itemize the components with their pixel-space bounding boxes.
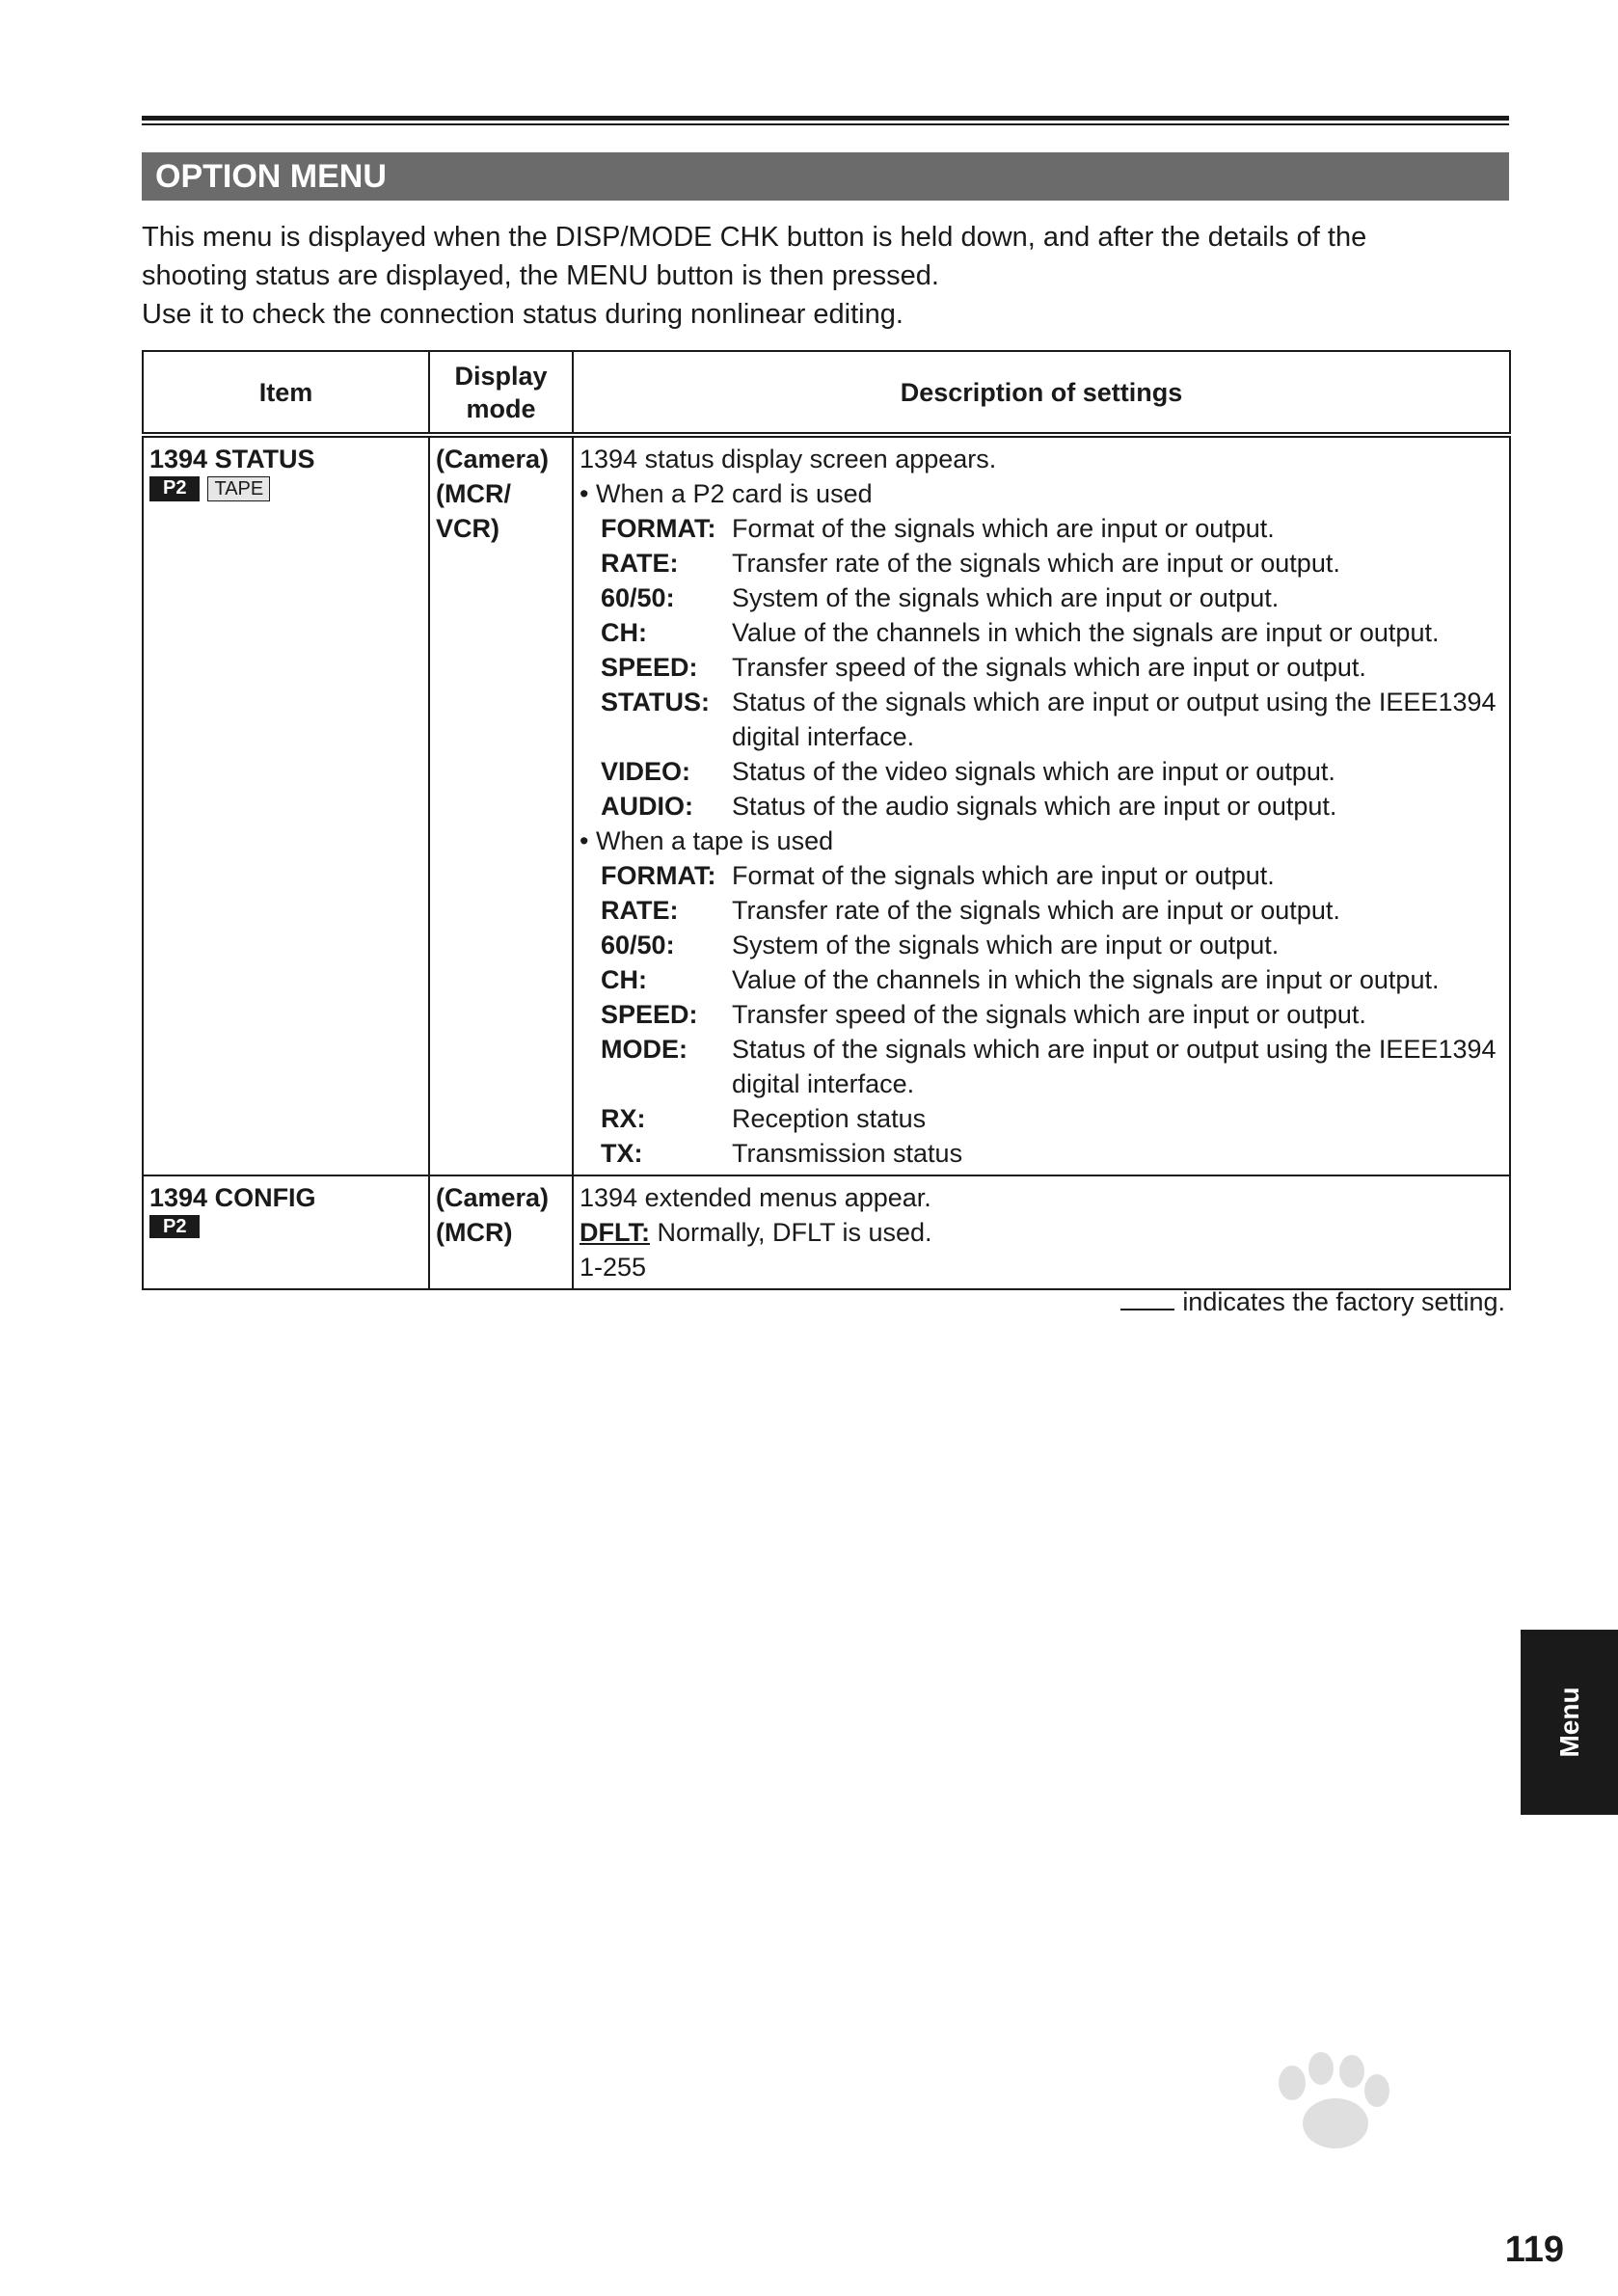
- setting-row: [580, 1136, 1503, 1171]
- setting-key: TX:: [601, 1139, 643, 1168]
- description-cell: [573, 435, 1510, 1175]
- footnote-text: indicates the factory setting.: [1182, 1287, 1505, 1316]
- tape-badge: TAPE: [207, 476, 270, 501]
- option-menu-table: [142, 350, 1511, 1290]
- setting-row: [580, 962, 1503, 997]
- side-tab-label: Menu: [1553, 1687, 1584, 1758]
- mode-line: (Camera): [436, 1183, 550, 1212]
- setting-row: [580, 997, 1503, 1032]
- setting-key: RX:: [601, 1104, 646, 1133]
- setting-value: Value of the channels in which the signals are input or output.: [732, 965, 1440, 994]
- item-name: 1394 CONFIG: [149, 1183, 316, 1212]
- badge-group: [149, 476, 422, 501]
- page-number: 119: [1504, 2229, 1564, 2270]
- header-mode-line: mode: [466, 393, 536, 423]
- setting-key: AUDIO:: [601, 792, 693, 821]
- setting-row: [580, 546, 1503, 581]
- paw-watermark-icon: [1147, 2044, 1533, 2256]
- default-text: Normally, DFLT is used.: [649, 1218, 932, 1247]
- setting-value: Status of the signals which are input or output using the IEEE1394 digital interface.: [732, 1035, 1497, 1098]
- p2-heading: • When a P2 card is used: [580, 479, 873, 508]
- setting-row: [580, 615, 1503, 650]
- setting-value: Transfer rate of the signals which are input or output.: [732, 896, 1340, 925]
- table-row: [143, 1175, 1510, 1289]
- value-range: 1-255: [580, 1253, 647, 1282]
- mode-line: VCR): [436, 514, 499, 543]
- setting-value: Format of the signals which are input or output.: [732, 861, 1275, 890]
- setting-row: [580, 754, 1503, 789]
- setting-key: RATE:: [601, 896, 679, 925]
- underline-sample: [1120, 1287, 1174, 1310]
- mode-cell: [429, 1175, 573, 1289]
- header-mode-line: Display: [454, 361, 548, 391]
- setting-key: VIDEO:: [601, 757, 691, 786]
- setting-row: [580, 928, 1503, 962]
- setting-value: Transfer speed of the signals which are input or output.: [732, 653, 1366, 682]
- setting-key: 60/50:: [601, 931, 675, 959]
- setting-key: FORMAT:: [601, 514, 716, 543]
- item-name: 1394 STATUS: [149, 445, 315, 473]
- setting-row: [580, 511, 1503, 546]
- mode-line: (Camera): [436, 445, 550, 473]
- setting-row: [580, 650, 1503, 685]
- setting-row: [580, 789, 1503, 824]
- setting-key: RATE:: [601, 549, 679, 578]
- header-item: Item: [143, 351, 429, 435]
- badge-group: [149, 1215, 422, 1238]
- setting-key: 60/50:: [601, 583, 675, 612]
- intro-line: shooting status are displayed, the MENU button is then pressed.: [142, 260, 939, 291]
- setting-key: STATUS:: [601, 688, 710, 716]
- intro-text: [142, 218, 1511, 334]
- setting-key: MODE:: [601, 1035, 688, 1064]
- item-cell: [143, 435, 429, 1175]
- setting-value: Format of the signals which are input or output.: [732, 514, 1275, 543]
- description-intro: 1394 status display screen appears.: [580, 445, 997, 473]
- setting-value: System of the signals which are input or output.: [732, 583, 1280, 612]
- setting-row: [580, 1032, 1503, 1101]
- mode-line: (MCR): [436, 1218, 513, 1247]
- header-display-mode: [429, 351, 573, 435]
- setting-value: Status of the video signals which are input or output.: [732, 757, 1335, 786]
- default-key: DFLT:: [580, 1218, 650, 1247]
- setting-row: [580, 893, 1503, 928]
- section-title: OPTION MENU: [142, 152, 1509, 201]
- menu-side-tab: [1521, 1630, 1618, 1815]
- factory-setting-note: [1120, 1287, 1505, 1317]
- intro-line: Use it to check the connection status during nonlinear editing.: [142, 299, 903, 330]
- setting-value: Status of the audio signals which are input or output.: [732, 792, 1337, 821]
- table-header-row: [143, 351, 1510, 435]
- setting-row: [580, 685, 1503, 754]
- default-setting: [580, 1215, 1503, 1250]
- setting-key: SPEED:: [601, 1000, 698, 1029]
- description-intro: 1394 extended menus appear.: [580, 1183, 931, 1212]
- setting-value: Transmission status: [732, 1139, 963, 1168]
- table-row: [143, 435, 1510, 1175]
- item-cell: [143, 1175, 429, 1289]
- setting-key: CH:: [601, 965, 647, 994]
- setting-key: FORMAT:: [601, 861, 716, 890]
- setting-value: System of the signals which are input or output.: [732, 931, 1280, 959]
- setting-row: [580, 858, 1503, 893]
- setting-value: Transfer speed of the signals which are input or output.: [732, 1000, 1366, 1029]
- header-description: Description of settings: [573, 351, 1510, 435]
- setting-value: Status of the signals which are input or output using the IEEE1394 digital interface.: [732, 688, 1497, 751]
- setting-value: Value of the channels in which the signals are input or output.: [732, 618, 1440, 647]
- setting-row: [580, 1101, 1503, 1136]
- setting-value: Reception status: [732, 1104, 927, 1133]
- p2-badge: P2: [149, 1215, 200, 1238]
- tape-heading: • When a tape is used: [580, 826, 834, 855]
- setting-value: Transfer rate of the signals which are input or output.: [732, 549, 1340, 578]
- mode-line: (MCR/: [436, 479, 511, 508]
- setting-key: SPEED:: [601, 653, 698, 682]
- top-rule: [142, 116, 1509, 125]
- setting-row: [580, 581, 1503, 615]
- mode-cell: [429, 435, 573, 1175]
- intro-line: This menu is displayed when the DISP/MODE CHK button is held down, and after the details of the: [142, 222, 1367, 253]
- description-cell: [573, 1175, 1510, 1289]
- setting-key: CH:: [601, 618, 647, 647]
- p2-badge: P2: [149, 476, 200, 501]
